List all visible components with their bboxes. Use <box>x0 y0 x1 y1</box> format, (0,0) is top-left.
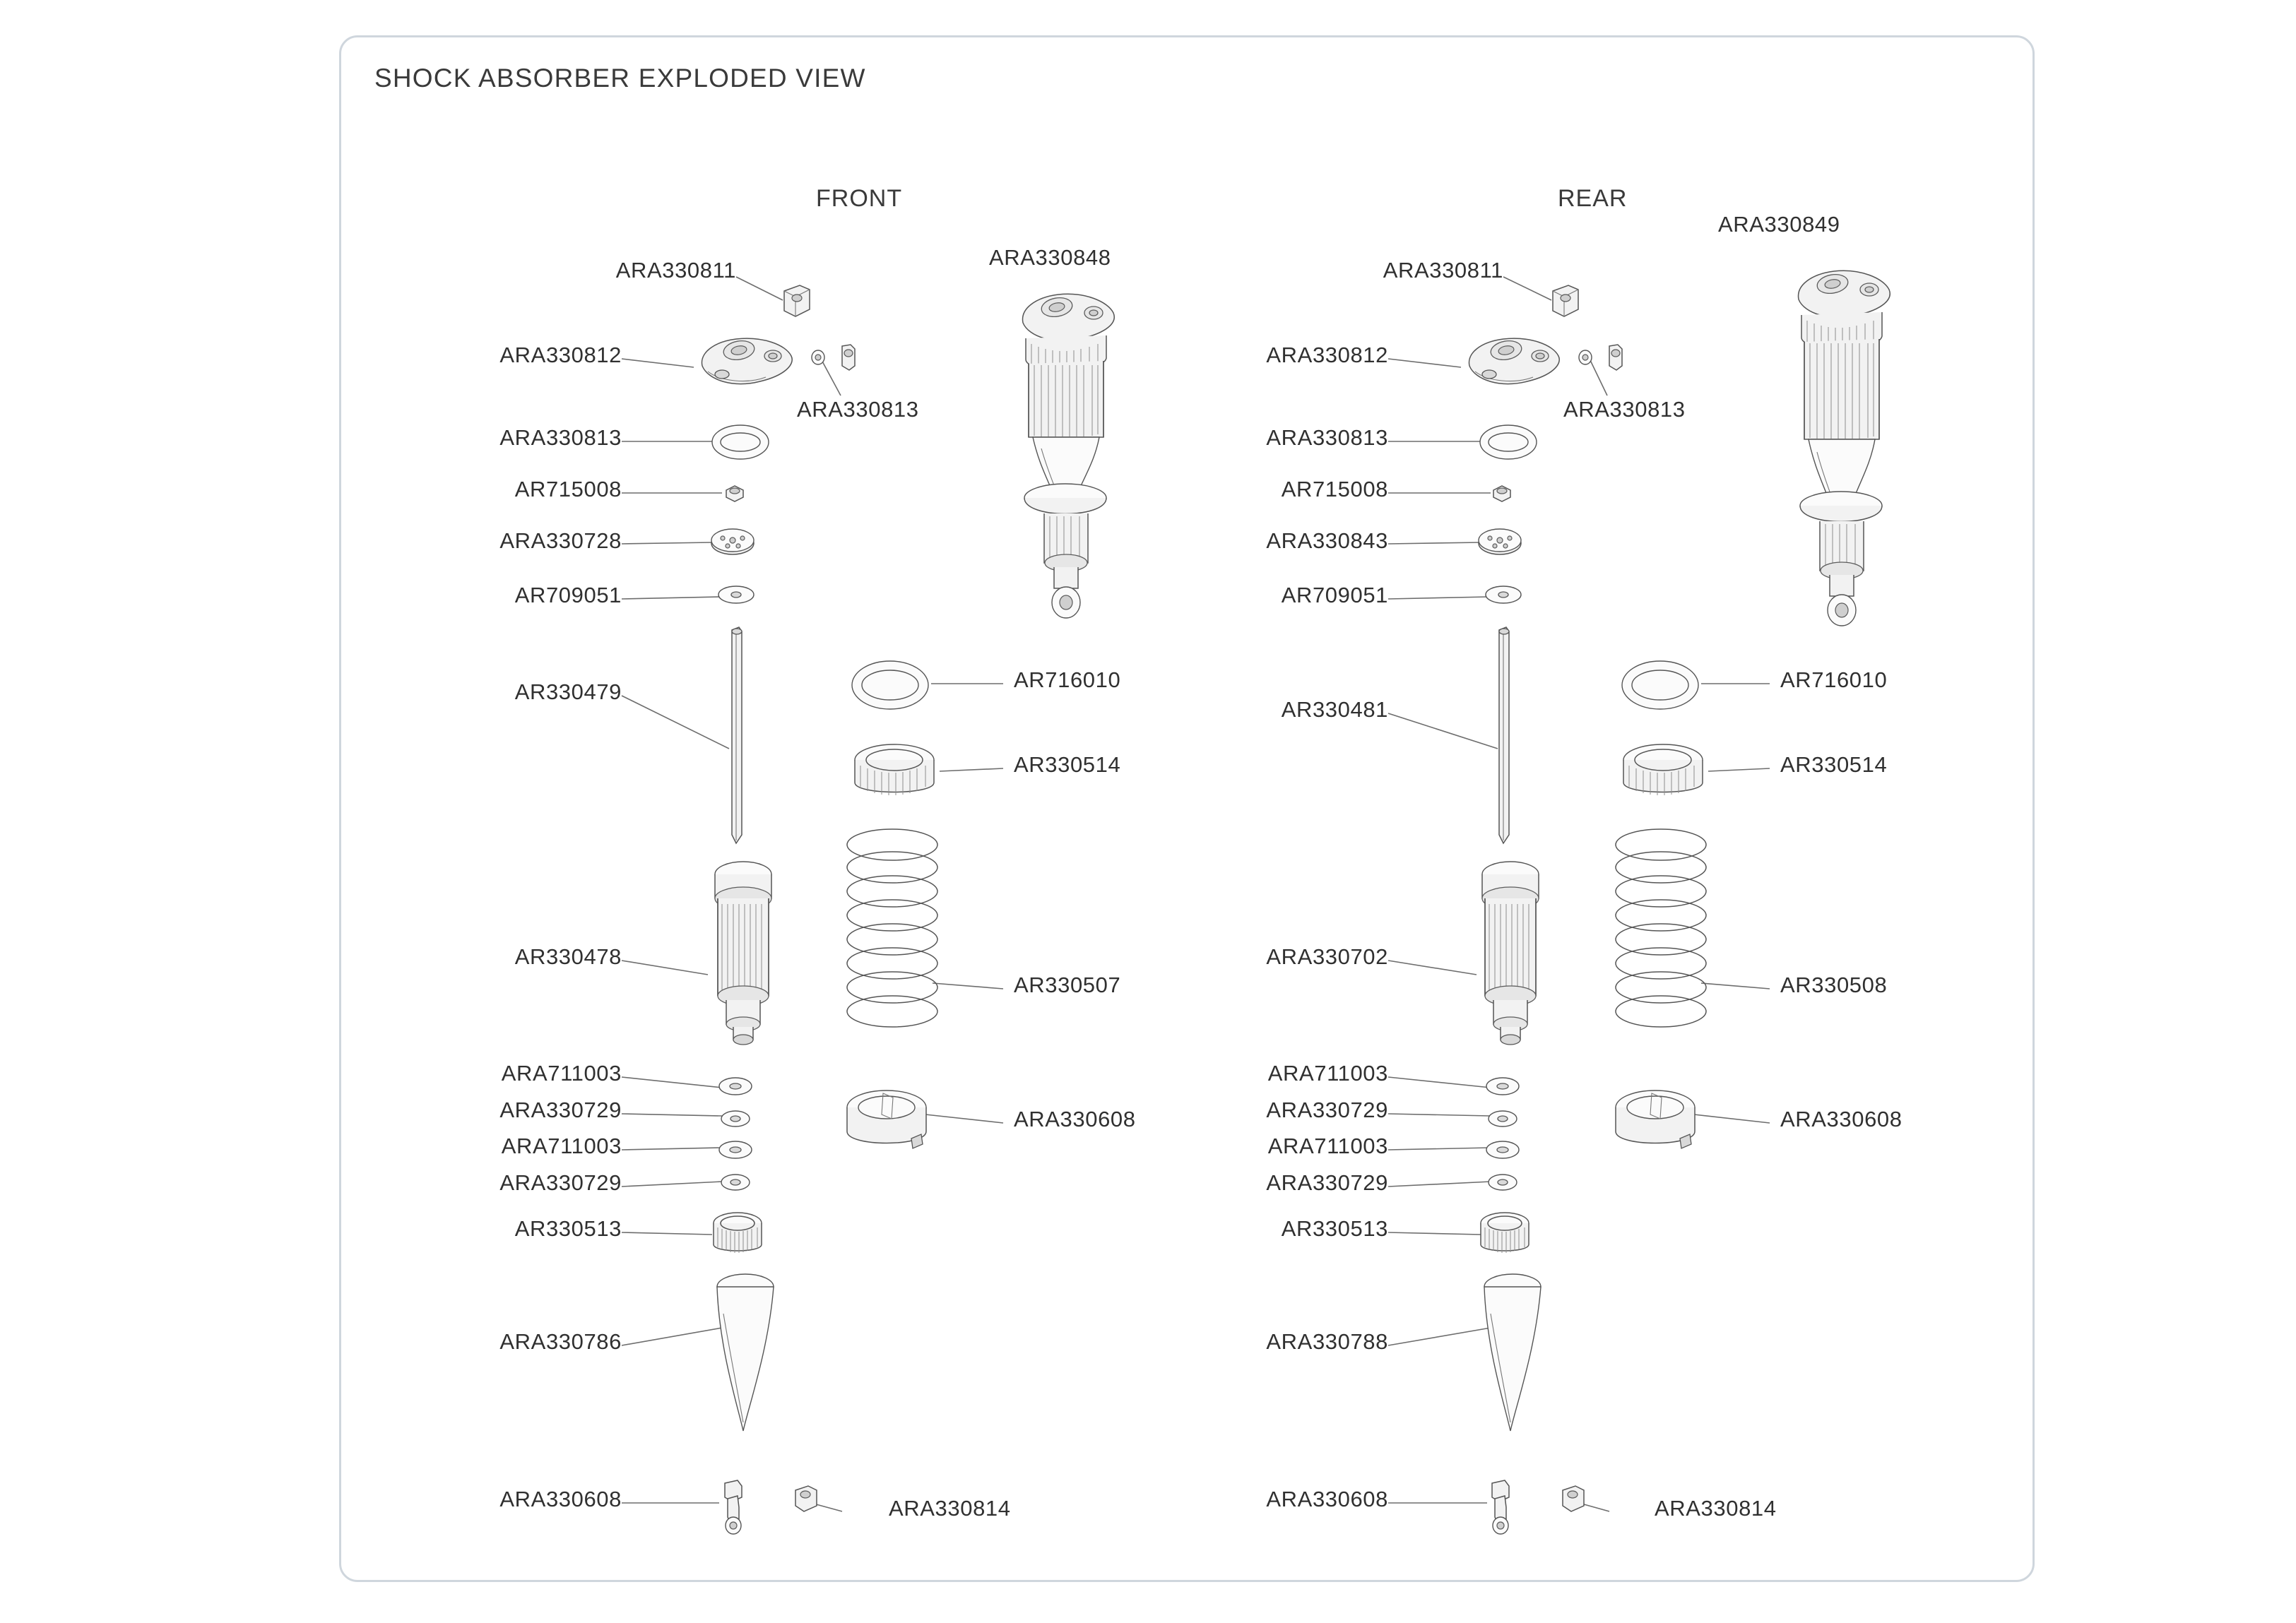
part-washer-f13 <box>716 1171 755 1194</box>
label-f4: ARA330813 <box>797 397 919 422</box>
label-f15: ARA330786 <box>499 1329 622 1354</box>
part-boot-rear <box>1474 1271 1551 1441</box>
part-shock-cap-front <box>692 332 805 396</box>
part-shaft-rear <box>1491 623 1516 856</box>
part-washer-r12 <box>1484 1139 1522 1161</box>
label-r9: ARA330702 <box>1266 944 1388 969</box>
assembly-label-front: ARA330848 <box>989 245 1111 270</box>
part-piston-rear <box>1477 526 1523 559</box>
label-r12: ARA711003 <box>1267 1134 1388 1158</box>
part-oring-r17 <box>1618 657 1703 713</box>
part-collar-rear <box>1472 1209 1537 1266</box>
label-r4: ARA330813 <box>1563 397 1686 422</box>
part-spring-cup-front <box>841 1088 933 1165</box>
label-f20: ARA330608 <box>1014 1107 1136 1131</box>
part-bushing-f21 <box>790 1482 822 1516</box>
part-spring-collar-rear <box>1615 742 1711 809</box>
label-f18: AR330514 <box>1014 752 1121 777</box>
label-r3: ARA330813 <box>1266 425 1388 450</box>
part-spring-collar-front <box>846 742 942 809</box>
part-spring-cup-rear <box>1609 1088 1701 1165</box>
part-boot-front <box>706 1271 784 1441</box>
label-f10: ARA711003 <box>501 1061 622 1086</box>
part-bushing-r21 <box>1557 1482 1590 1516</box>
part-nut-front <box>719 480 750 507</box>
page-title: SHOCK ABSORBER EXPLODED VIEW <box>374 64 866 93</box>
label-r13: ARA330729 <box>1266 1170 1388 1195</box>
label-r11: ARA330729 <box>1266 1098 1388 1122</box>
label-r2: ARA330812 <box>1266 343 1388 367</box>
label-r17: AR716010 <box>1780 667 1888 692</box>
label-f7: AR709051 <box>514 583 622 607</box>
part-shock-body-front <box>702 855 787 1066</box>
part-shock-cap-rear <box>1460 332 1573 396</box>
part-washer-rear <box>1484 583 1523 607</box>
label-f5: AR715008 <box>514 477 622 501</box>
label-r19: AR330508 <box>1780 973 1888 997</box>
label-f16: ARA330608 <box>499 1487 622 1511</box>
label-f19: AR330507 <box>1014 973 1121 997</box>
label-f11: ARA330729 <box>499 1098 622 1122</box>
part-rod-end-front <box>716 1476 752 1540</box>
assembly-label-rear: ARA330849 <box>1718 212 1840 237</box>
label-f14: AR330513 <box>514 1216 622 1241</box>
part-shock-body-rear <box>1469 855 1554 1066</box>
part-washer-f11 <box>716 1107 755 1130</box>
part-bushing-front <box>780 283 814 319</box>
part-collar-front <box>705 1209 770 1266</box>
column-heading-front: FRONT <box>816 185 903 212</box>
label-f21: ARA330814 <box>889 1496 1011 1521</box>
column-heading-rear: REAR <box>1558 185 1628 212</box>
part-oring-front <box>710 422 771 462</box>
label-r6: ARA330843 <box>1266 528 1388 553</box>
part-washer-f10 <box>716 1075 755 1098</box>
part-oring-rear <box>1478 422 1539 462</box>
assembly-rear <box>1758 263 1920 686</box>
part-pin-rear <box>1573 338 1636 380</box>
label-r1: ARA330811 <box>1383 258 1503 283</box>
part-piston-front <box>709 526 756 559</box>
part-washer-r10 <box>1484 1075 1522 1098</box>
label-f1: ARA330811 <box>615 258 736 283</box>
part-washer-r13 <box>1484 1171 1522 1194</box>
label-r18: AR330514 <box>1780 752 1888 777</box>
part-washer-f12 <box>716 1139 755 1161</box>
label-f2: ARA330812 <box>499 343 622 367</box>
label-r10: ARA711003 <box>1267 1061 1388 1086</box>
label-r15: ARA330788 <box>1266 1329 1388 1354</box>
label-r7: AR709051 <box>1281 583 1388 607</box>
part-washer-front <box>716 583 756 607</box>
label-f8: AR330479 <box>514 679 622 704</box>
part-rod-end-rear <box>1484 1476 1519 1540</box>
part-washer-r11 <box>1484 1107 1522 1130</box>
part-oring-f17 <box>848 657 933 713</box>
part-spring-rear <box>1608 826 1714 1038</box>
label-f12: ARA711003 <box>501 1134 622 1158</box>
label-r5: AR715008 <box>1281 477 1388 501</box>
label-r21: ARA330814 <box>1655 1496 1777 1521</box>
label-f9: AR330478 <box>514 944 622 969</box>
label-f17: AR716010 <box>1014 667 1121 692</box>
label-r16: ARA330608 <box>1266 1487 1388 1511</box>
label-f13: ARA330729 <box>499 1170 622 1195</box>
part-spring-front <box>839 826 945 1038</box>
part-nut-rear <box>1486 480 1517 507</box>
label-r8: AR330481 <box>1281 697 1388 722</box>
assembly-front <box>982 286 1137 674</box>
part-shaft-front <box>723 623 749 856</box>
part-pin-front <box>805 338 869 380</box>
label-r14: AR330513 <box>1281 1216 1388 1241</box>
label-f3: ARA330813 <box>499 425 622 450</box>
part-bushing-rear <box>1549 283 1582 319</box>
label-f6: ARA330728 <box>499 528 622 553</box>
label-r20: ARA330608 <box>1780 1107 1903 1131</box>
